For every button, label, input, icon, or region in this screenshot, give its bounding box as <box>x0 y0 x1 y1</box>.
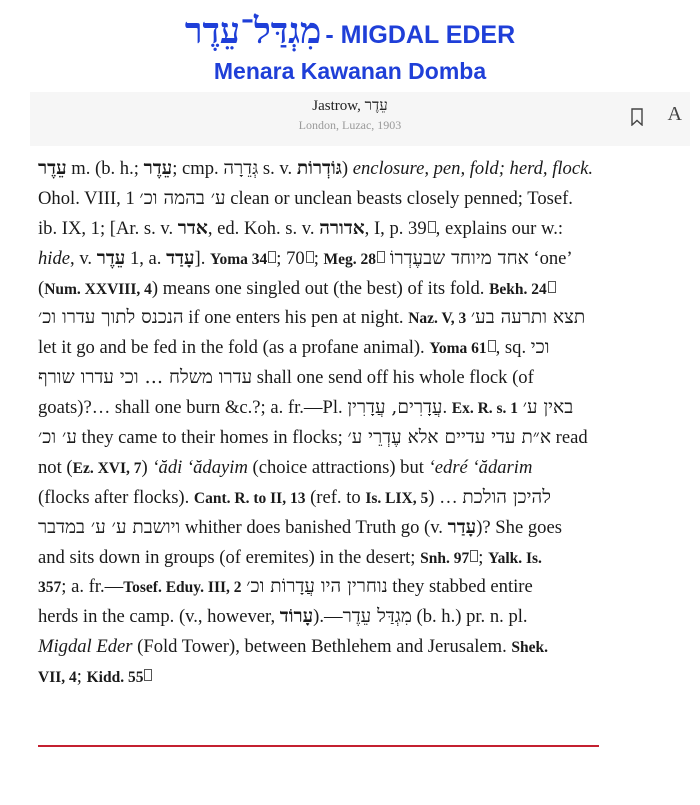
citation: Snh. 97 <box>420 549 470 567</box>
citation: Naz. V, 3 <box>408 310 467 328</box>
hebrew-term: גּוֹדְרוֹת <box>296 158 342 179</box>
highlight-underline <box>38 745 599 747</box>
hebrew-quote: א״ת עדי עדיים אלא עֶדְרֵי ע׳ <box>347 427 552 449</box>
bookmark-icon[interactable] <box>630 108 644 126</box>
hebrew-term: אדורה <box>319 217 365 239</box>
citation: 357 <box>38 579 62 597</box>
hebrew-term: עָדַד <box>166 247 195 269</box>
entry-line-11 <box>38 453 678 483</box>
entry-line-4 <box>38 244 678 274</box>
text-segment: whither does banished Truth go (v. <box>180 516 448 538</box>
hebrew-term: עֵדֶר <box>143 158 173 179</box>
entry-line-18 <box>38 662 678 692</box>
headword: עֵדֶר <box>38 158 67 179</box>
text-segment: 1, a. <box>125 247 167 269</box>
citation: Tosef. Eduy. III, 2 <box>123 579 242 597</box>
text-segment: (flocks after flocks). <box>38 486 194 508</box>
text-segment: s. v. <box>258 158 297 179</box>
banner-subtitle: Menara Kawanan Domba <box>213 58 487 84</box>
text-segment: ) <box>141 456 153 478</box>
entry-line-3 <box>38 214 678 244</box>
text-segment: ; cmp. <box>172 158 224 179</box>
text-segment: ; <box>76 666 87 688</box>
hebrew-quote: וכי <box>530 337 550 359</box>
entry-line-13 <box>38 513 678 543</box>
entry-line-10 <box>38 423 678 453</box>
missing-glyph-box <box>377 251 385 263</box>
text-segment: )? She goes <box>476 516 562 538</box>
entry-line-1 <box>38 154 678 184</box>
entry-line-15 <box>38 572 678 602</box>
missing-glyph-box <box>144 669 152 681</box>
text-segment: ; 70 <box>276 247 305 269</box>
font-size-button[interactable]: A <box>667 103 682 125</box>
title-banner <box>0 0 700 92</box>
citation: Yalk. Is. <box>488 549 542 567</box>
missing-glyph-box <box>306 251 314 263</box>
text-segment: ) means one singled out (the best) of its fold. <box>151 277 490 299</box>
citation: VII, 4 <box>38 669 77 687</box>
text-segment: , v. <box>70 247 97 269</box>
entry-line-14 <box>38 543 678 573</box>
text-segment: ; a. fr.— <box>61 576 124 598</box>
hebrew-quote: אחד מיוחד שבעֶדְרוֹ <box>389 247 529 269</box>
text-segment: , I, p. 39 <box>364 217 427 239</box>
place-name: Migdal Eder <box>38 636 133 658</box>
hebrew-quote: עדרו משלח … וכי עדרו שורף <box>38 367 253 389</box>
entry-line-17 <box>38 632 678 662</box>
text-segment: goats)?… shall one burn &c.?; a. fr.—Pl. <box>38 397 348 419</box>
text-segment: hide <box>38 247 71 269</box>
citation: Shek. <box>511 639 549 657</box>
text-segment: , sq. <box>495 337 531 359</box>
source-header <box>30 92 690 146</box>
text-segment: ) … <box>428 486 463 508</box>
hebrew-term: גְּדֵרָה <box>223 158 259 179</box>
hebrew-quote: ע׳ בהמה וכ׳ <box>139 187 226 209</box>
text-segment: (ref. to <box>305 486 366 508</box>
text-segment: ).— <box>313 606 343 628</box>
text-segment: . <box>442 397 452 419</box>
citation: Meg. 28 <box>323 250 377 268</box>
entry-line-2 <box>38 184 678 214</box>
banner-hebrew-title: מִגְדַּל־עֵדֶר <box>184 10 322 52</box>
citation: Kidd. 55 <box>86 669 144 687</box>
hebrew-quote: ע׳ וכ׳ <box>38 427 77 449</box>
text-segment: herds in the camp. (v., however, <box>38 606 280 628</box>
hebrew-quote: ויושבת ע׳ ע׳ במדבר <box>38 516 181 538</box>
hebrew-term: עֲדָרִים, עֲדָרִין <box>347 397 443 419</box>
text-segment: Ohol. VIII, 1 <box>38 187 140 209</box>
hebrew-quote: תצא ותרעה בע׳ <box>470 307 586 329</box>
entry-line-16 <box>38 602 678 632</box>
hebrew-quote: נוחרין היו עֲדָרוֹת וכ׳ <box>246 576 388 598</box>
citation: Num. XXVIII, 4 <box>44 280 152 298</box>
entry-line-9 <box>38 393 678 423</box>
text-segment: not ( <box>38 456 73 478</box>
citation: Is. LIX, 5 <box>365 489 429 507</box>
hebrew-term: עָדַר <box>447 516 477 538</box>
text-segment: (Fold Tower), between Bethlehem and Jerusalem. <box>132 636 512 658</box>
text-segment: clean or unclean beasts closely penned; Tosef. <box>225 187 573 209</box>
hebrew-quote: להיכן הולכת <box>462 486 551 508</box>
entry-line-8 <box>38 363 678 393</box>
entry-line-7 <box>38 333 678 363</box>
text-segment: they stabbed entire <box>387 576 533 598</box>
entry-line-6 <box>38 303 678 333</box>
hebrew-term: אדר <box>177 217 208 239</box>
hebrew-term: עֵדֶר <box>96 247 126 269</box>
transliteration: ‘edré ‘ădarim <box>428 456 533 478</box>
missing-glyph-box <box>428 221 436 233</box>
missing-glyph-box <box>548 281 556 293</box>
text-segment: (choice attractions) but <box>247 456 429 478</box>
transliteration: ‘ădi ‘ădayim <box>152 456 248 478</box>
citation: Bekh. 24 <box>489 280 547 298</box>
text-segment: m. (b. h.; <box>66 158 144 179</box>
text-segment: ib. IX, 1; [Ar. s. v. <box>38 217 178 239</box>
citation: Ex. R. s. 1 <box>451 400 519 418</box>
text-segment: if one enters his pen at night. <box>183 307 409 329</box>
text-segment: ]. <box>194 247 211 269</box>
entry-line-5 <box>38 274 678 304</box>
text-segment: ) <box>341 158 353 179</box>
text-segment: ; <box>478 546 489 568</box>
text-segment: (b. h.) pr. n. pl. <box>411 606 528 628</box>
hebrew-quote: באין ע׳ <box>522 397 574 419</box>
text-segment: read <box>551 427 588 449</box>
missing-glyph-box <box>488 340 496 352</box>
text-segment: they came to their homes in flocks; <box>76 427 348 449</box>
entry-line-12 <box>38 483 678 513</box>
text-segment: ( <box>38 277 45 299</box>
banner-title-line <box>0 10 700 52</box>
hebrew-term: מִגְדַּל עֵדֶר <box>342 606 412 628</box>
text-segment: ‘one’ <box>528 247 573 269</box>
text-segment: , explains our w.: <box>435 217 564 239</box>
citation: Cant. R. to II, 13 <box>193 489 306 507</box>
banner-latin-title: - MIGDAL EDER <box>325 21 516 49</box>
text-segment: let it go and be fed in the fold (as a profane animal). <box>38 337 430 359</box>
text-segment: ; <box>313 247 324 269</box>
source-subtitle: London, Luzac, 1903 <box>298 118 402 132</box>
text-segment: and sits down in groups (of eremites) in the desert; <box>38 546 421 568</box>
text-segment: , ed. Koh. s. v. <box>207 217 320 239</box>
source-title: Jastrow, עֵדֶר <box>312 98 388 114</box>
citation: Ez. XVI, 7 <box>72 459 142 477</box>
citation: Yoma 61 <box>429 340 487 358</box>
dictionary-entry <box>38 154 678 692</box>
definition: enclosure, pen, fold; herd, flock. <box>352 158 594 179</box>
citation: Yoma 34 <box>210 250 268 268</box>
hebrew-quote: הנכנס לתוך עדרו וכ׳ <box>38 307 184 329</box>
text-segment: shall one send off his whole flock (of <box>252 367 534 389</box>
hebrew-term: עָרוֹד <box>279 606 314 628</box>
